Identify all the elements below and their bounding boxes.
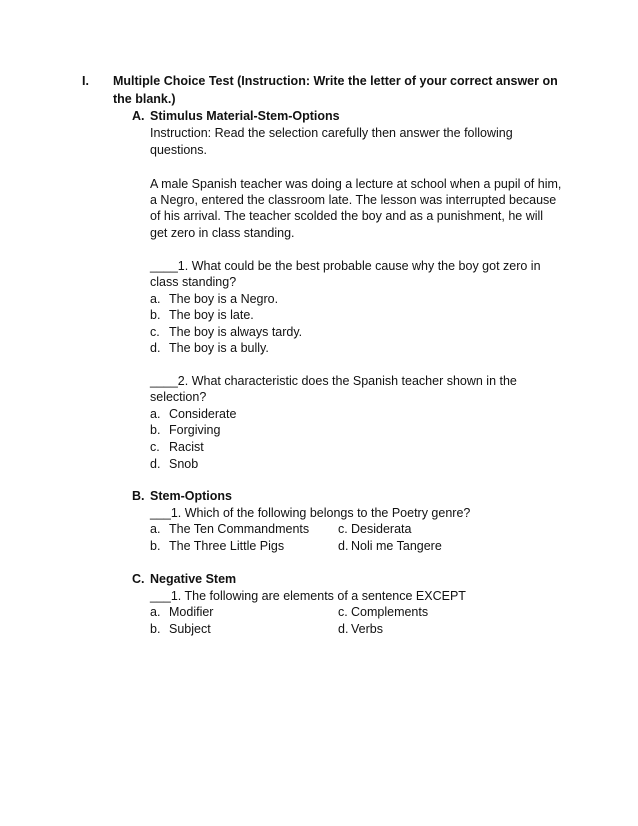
option-letter: c. — [150, 440, 160, 454]
section-title-line-1: Multiple Choice Test (Instruction: Write the letter of your correct answer on — [113, 74, 558, 88]
option-letter: d. — [338, 539, 349, 553]
question-1-stem-line-2: class standing? — [150, 275, 237, 289]
option-text: Forgiving — [169, 423, 221, 437]
question-2-stem-line-2: selection? — [150, 390, 207, 404]
option-letter: b. — [150, 308, 161, 322]
option-text: Complements — [351, 605, 429, 619]
option-text: Subject — [169, 622, 211, 636]
option-letter: c. — [338, 605, 348, 619]
option-text: The Ten Commandments — [169, 522, 310, 536]
option-text: The boy is a bully. — [169, 341, 269, 355]
option-text: The boy is a Negro. — [169, 292, 279, 306]
section-title-line-2: the blank.) — [113, 92, 176, 106]
option-letter: b. — [150, 539, 161, 553]
option-letter: d. — [338, 622, 349, 636]
option-letter: a. — [150, 522, 161, 536]
part-c-letter: C. — [132, 572, 145, 586]
option-text: Snob — [169, 457, 199, 471]
passage-line: of his arrival. The teacher scolded the boy and as a punishment, he will — [150, 209, 544, 223]
option-text: The Three Little Pigs — [169, 539, 285, 553]
passage-line: get zero in class standing. — [150, 226, 295, 240]
option-letter: a. — [150, 407, 161, 421]
question-2-stem-line-1: ____2. What characteristic does the Spanish teacher shown in the — [150, 374, 517, 388]
section-number: I. — [82, 74, 89, 88]
part-b-letter: B. — [132, 489, 145, 503]
passage-line: A male Spanish teacher was doing a lecture at school when a pupil of him, — [150, 177, 562, 191]
option-letter: c. — [150, 325, 160, 339]
option-letter: b. — [150, 423, 161, 437]
option-letter: d. — [150, 341, 161, 355]
part-a-title: Stimulus Material-Stem-Options — [150, 109, 340, 123]
option-text: Racist — [169, 440, 204, 454]
option-letter: a. — [150, 292, 161, 306]
part-b-stem: ___1. Which of the following belongs to the Poetry genre? — [150, 506, 471, 520]
option-text: Noli me Tangere — [351, 539, 442, 553]
part-c-title: Negative Stem — [150, 572, 237, 586]
option-letter: c. — [338, 522, 348, 536]
option-text: The boy is late. — [169, 308, 254, 322]
option-text: Modifier — [169, 605, 214, 619]
part-a-instruction-line-2: questions. — [150, 143, 207, 157]
question-1-stem-line-1: ____1. What could be the best probable cause why the boy got zero in — [150, 259, 541, 273]
option-text: The boy is always tardy. — [169, 325, 303, 339]
option-text: Considerate — [169, 407, 237, 421]
part-b-title: Stem-Options — [150, 489, 232, 503]
option-letter: b. — [150, 622, 161, 636]
passage-line: a Negro, entered the classroom late. The lesson was interrupted because — [150, 193, 557, 207]
option-letter: d. — [150, 457, 161, 471]
option-letter: a. — [150, 605, 161, 619]
option-text: Desiderata — [351, 522, 412, 536]
part-a-letter: A. — [132, 109, 145, 123]
part-c-stem: ___1. The following are elements of a sentence EXCEPT — [150, 589, 466, 603]
option-text: Verbs — [351, 622, 383, 636]
part-a-instruction-line-1: Instruction: Read the selection carefully then answer the following — [150, 126, 513, 140]
